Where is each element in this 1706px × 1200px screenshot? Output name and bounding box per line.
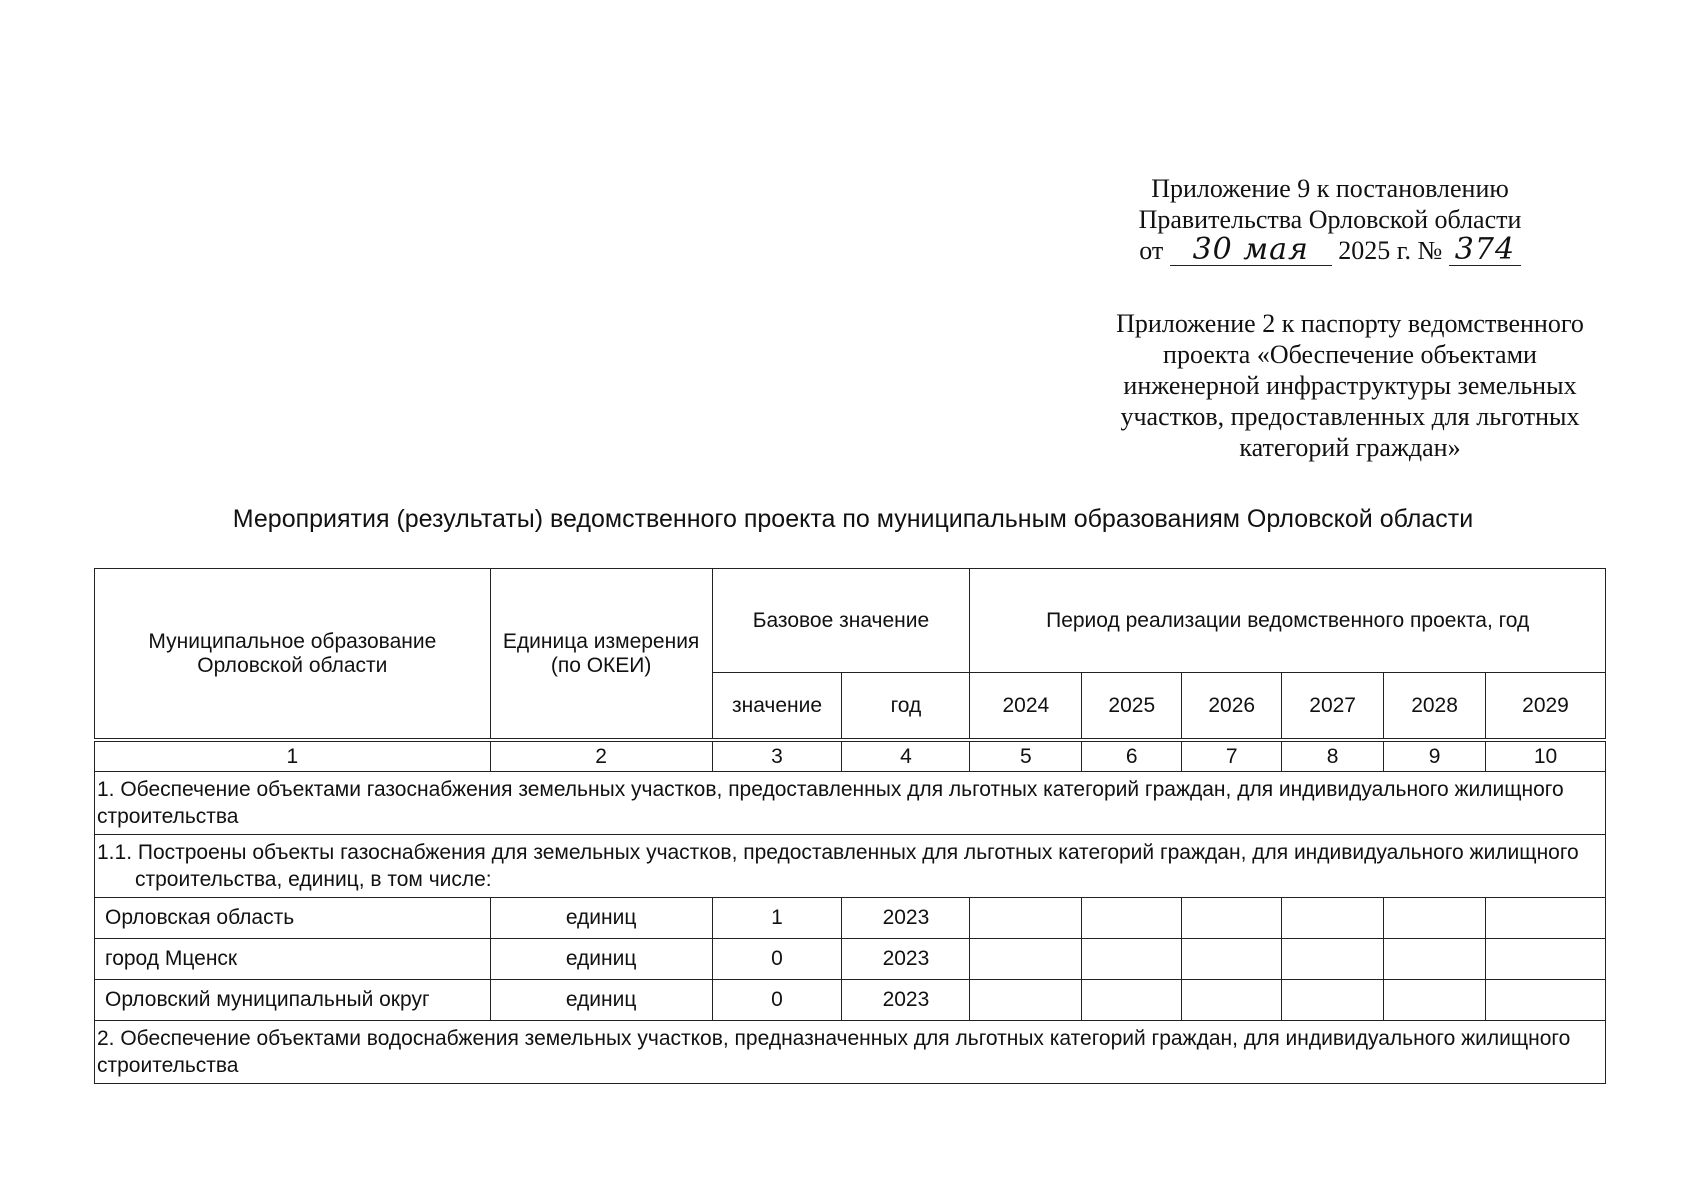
column-number: 7 [1182,742,1282,772]
column-number: 10 [1486,742,1606,772]
row-unit: единиц [490,939,712,980]
row-cell-2029 [1486,898,1606,939]
subsection-1-1-row [95,835,1606,898]
row-cell-2025 [1082,939,1182,980]
appendix-2-line3: инженерной инфраструктуры земельных [1123,371,1577,400]
header-unit: Единица измерения (по ОКЕИ) [490,569,712,739]
section-2-row [95,1021,1606,1084]
table-row [95,980,1606,1021]
row-cell-2025 [1082,980,1182,1021]
header-year-2028: 2028 [1384,673,1486,739]
header-year: год [842,673,970,739]
table-row [95,898,1606,939]
row-cell-2028 [1384,980,1486,1021]
row-cell-2025 [1082,898,1182,939]
row-municipality: город Мценск [95,939,491,980]
column-number: 2 [490,742,712,772]
row-base-value: 1 [712,898,842,939]
column-number-row [95,742,1606,772]
column-number: 4 [842,742,970,772]
row-cell-2024 [970,898,1082,939]
row-cell-2029 [1486,980,1606,1021]
row-cell-2024 [970,939,1082,980]
row-cell-2027 [1282,980,1384,1021]
measures-table [94,568,1606,1084]
row-base-value: 0 [712,939,842,980]
column-number: 3 [712,742,842,772]
appendix-2-line2: проекта «Обеспечение объектами [1163,340,1537,369]
appendix-2-line5: категорий граждан» [1239,433,1461,462]
column-number: 5 [970,742,1082,772]
column-number: 8 [1282,742,1384,772]
handwritten-date: 30 мая [1170,235,1332,266]
section-1-row [95,772,1606,835]
header-year-2029: 2029 [1486,673,1606,739]
appendix-9-line2: Правительства Орловской области [1138,205,1522,234]
row-cell-2026 [1182,939,1282,980]
row-cell-2026 [1182,898,1282,939]
year-text: 2025 г. № [1338,236,1443,265]
row-cell-2028 [1384,939,1486,980]
row-cell-2026 [1182,980,1282,1021]
header-value: значение [712,673,842,739]
handwritten-number: 374 [1449,235,1521,266]
header-period: Период реализации ведомственного проекта, год [970,569,1606,673]
date-prefix: от [1139,236,1164,265]
row-unit: единиц [490,898,712,939]
row-base-value: 0 [712,980,842,1021]
row-cell-2024 [970,980,1082,1021]
row-base-year: 2023 [842,980,970,1021]
row-unit: единиц [490,980,712,1021]
row-base-year: 2023 [842,939,970,980]
row-cell-2028 [1384,898,1486,939]
header-year-2027: 2027 [1282,673,1384,739]
appendix-9-header [1100,173,1560,266]
appendix-9-line1: Приложение 9 к постановлению [1151,174,1509,203]
section-2-title: 2. Обеспечение объектами водоснабжения земельных участков, предназначенных для льготных категорий граждан, для индивидуального жилищного строительства [95,1021,1606,1084]
column-number: 9 [1384,742,1486,772]
table-row [95,939,1606,980]
appendix-9-line3 [1100,232,1560,267]
header-municipality: Муниципальное образование Орловской области [95,569,491,739]
appendix-2-line4: участков, предоставленных для льготных [1120,402,1580,431]
appendix-2-header [1090,308,1610,463]
row-cell-2027 [1282,898,1384,939]
row-cell-2029 [1486,939,1606,980]
column-number: 6 [1082,742,1182,772]
row-municipality: Орловская область [95,898,491,939]
row-cell-2027 [1282,939,1384,980]
subsection-1-1-title: 1.1. Построены объекты газоснабжения для земельных участков, предоставленных для льготных категорий граждан, для индивидуального жилищного строительства, единиц, в том числе: [95,835,1606,898]
header-base-value: Базовое значение [712,569,970,673]
header-year-2025: 2025 [1082,673,1182,739]
column-number: 1 [95,742,491,772]
row-base-year: 2023 [842,898,970,939]
document-title: Мероприятия (результаты) ведомственного проекта по муниципальным образованиям Орловской области [232,505,1474,533]
section-1-title: 1. Обеспечение объектами газоснабжения земельных участков, предоставленных для льготных категорий граждан, для индивидуального жилищного строительства [95,772,1606,835]
header-year-2026: 2026 [1182,673,1282,739]
row-municipality: Орловский муниципальный округ [95,980,491,1021]
appendix-2-line1: Приложение 2 к паспорту ведомственного [1116,309,1584,338]
header-year-2024: 2024 [970,673,1082,739]
